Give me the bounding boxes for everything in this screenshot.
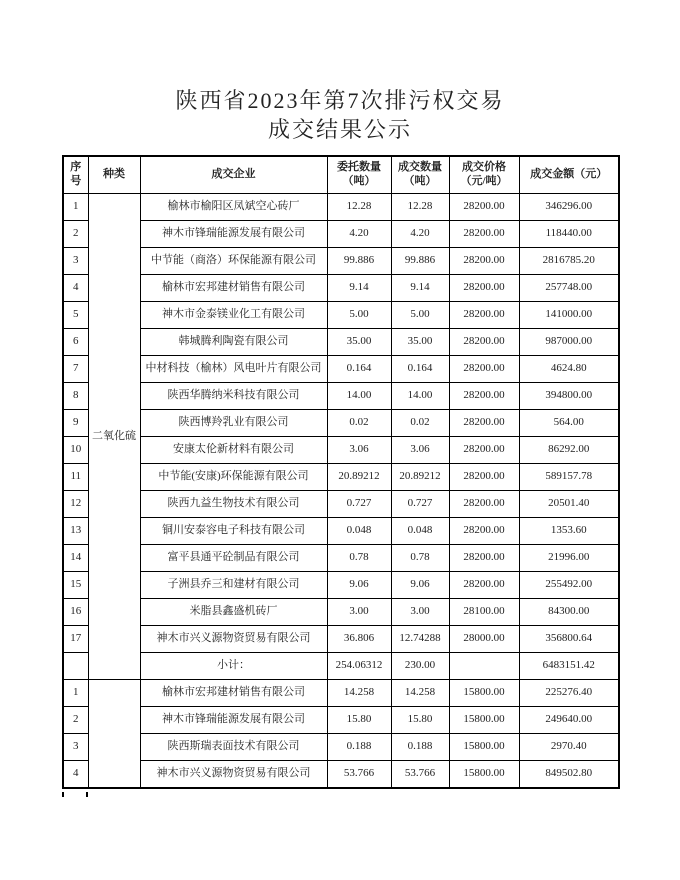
company-cell: 中节能(安康)环保能源有限公司: [140, 464, 327, 491]
row-number-cell: 8: [63, 383, 88, 410]
traded-qty-cell: 3.06: [391, 437, 449, 464]
company-cell: 榆林市宏邦建材销售有限公司: [140, 680, 327, 707]
entrusted-qty-cell: 0.78: [327, 545, 391, 572]
type-cell: [88, 680, 140, 788]
subtotal-amount-cell: 6483151.42: [519, 653, 619, 680]
table-row: [63, 734, 619, 761]
table-row: [63, 761, 619, 788]
company-cell: 榆林市榆阳区凤斌空心砖厂: [140, 194, 327, 221]
traded-qty-cell: 9.14: [391, 275, 449, 302]
price-cell: 28000.00: [449, 626, 519, 653]
row-number-cell: 1: [63, 680, 88, 707]
amount-cell: 141000.00: [519, 302, 619, 329]
amount-cell: 564.00: [519, 410, 619, 437]
traded-qty-cell: 20.89212: [391, 464, 449, 491]
table-row: [63, 464, 619, 491]
entrusted-qty-cell: 9.14: [327, 275, 391, 302]
table-row: [63, 545, 619, 572]
entrusted-qty-cell: 14.00: [327, 383, 391, 410]
amount-cell: 987000.00: [519, 329, 619, 356]
traded-qty-cell: 15.80: [391, 707, 449, 734]
row-number-cell: 16: [63, 599, 88, 626]
traded-qty-cell: 4.20: [391, 221, 449, 248]
header-price: 成交价格（元/吨）: [449, 156, 519, 194]
price-cell: 28200.00: [449, 491, 519, 518]
table-row: [63, 302, 619, 329]
header-type: 种类: [88, 156, 140, 194]
table-row: [63, 437, 619, 464]
traded-qty-cell: 14.00: [391, 383, 449, 410]
entrusted-qty-cell: 3.06: [327, 437, 391, 464]
price-cell: 28200.00: [449, 518, 519, 545]
header-row: [63, 156, 619, 194]
row-number-cell: 9: [63, 410, 88, 437]
subtotal-row: [63, 653, 619, 680]
amount-cell: 346296.00: [519, 194, 619, 221]
entrusted-qty-cell: 3.00: [327, 599, 391, 626]
table-row: [63, 275, 619, 302]
amount-cell: 356800.64: [519, 626, 619, 653]
row-number-cell: 3: [63, 248, 88, 275]
company-cell: 陕西九益生物技术有限公司: [140, 491, 327, 518]
company-cell: 陕西华腾纳米科技有限公司: [140, 383, 327, 410]
amount-cell: 21996.00: [519, 545, 619, 572]
row-number-cell: 2: [63, 221, 88, 248]
row-number-cell: 12: [63, 491, 88, 518]
row-number-cell: 15: [63, 572, 88, 599]
price-cell: 28200.00: [449, 356, 519, 383]
amount-cell: 589157.78: [519, 464, 619, 491]
header-traded: 成交数量（吨）: [391, 156, 449, 194]
entrusted-qty-cell: 4.20: [327, 221, 391, 248]
amount-cell: 257748.00: [519, 275, 619, 302]
traded-qty-cell: 14.258: [391, 680, 449, 707]
header-amount: 成交金额（元）: [519, 156, 619, 194]
entrusted-qty-cell: 53.766: [327, 761, 391, 788]
row-number-cell: 1: [63, 194, 88, 221]
row-number-cell: 11: [63, 464, 88, 491]
company-cell: 安康太伦新材料有限公司: [140, 437, 327, 464]
entrusted-qty-cell: 0.188: [327, 734, 391, 761]
price-cell: 28200.00: [449, 545, 519, 572]
price-cell: 15800.00: [449, 761, 519, 788]
company-cell: 神木市金泰镁业化工有限公司: [140, 302, 327, 329]
company-cell: 神木市锋瑞能源发展有限公司: [140, 707, 327, 734]
company-cell: 神木市兴义源物资贸易有限公司: [140, 761, 327, 788]
traded-qty-cell: 0.164: [391, 356, 449, 383]
entrusted-qty-cell: 99.886: [327, 248, 391, 275]
price-cell: 28200.00: [449, 464, 519, 491]
price-cell: 28200.00: [449, 410, 519, 437]
company-cell: 富平县通平砼制品有限公司: [140, 545, 327, 572]
amount-cell: 249640.00: [519, 707, 619, 734]
company-cell: 陕西博羚乳业有限公司: [140, 410, 327, 437]
amount-cell: 225276.40: [519, 680, 619, 707]
price-cell: 28200.00: [449, 329, 519, 356]
entrusted-qty-cell: 0.048: [327, 518, 391, 545]
price-cell: 15800.00: [449, 680, 519, 707]
subtotal-traded-cell: 230.00: [391, 653, 449, 680]
company-cell: 神木市锋瑞能源发展有限公司: [140, 221, 327, 248]
row-number-cell: 3: [63, 734, 88, 761]
traded-qty-cell: 12.28: [391, 194, 449, 221]
entrusted-qty-cell: 0.727: [327, 491, 391, 518]
table-row: [63, 599, 619, 626]
company-cell: 铜川安泰容电子科技有限公司: [140, 518, 327, 545]
traded-qty-cell: 35.00: [391, 329, 449, 356]
table-row: [63, 356, 619, 383]
entrusted-qty-cell: 35.00: [327, 329, 391, 356]
traded-qty-cell: 0.78: [391, 545, 449, 572]
row-number-cell: 7: [63, 356, 88, 383]
amount-cell: 118440.00: [519, 221, 619, 248]
amount-cell: 849502.80: [519, 761, 619, 788]
row-number-cell: 14: [63, 545, 88, 572]
traded-qty-cell: 5.00: [391, 302, 449, 329]
table-row: [63, 248, 619, 275]
price-cell: 28200.00: [449, 572, 519, 599]
amount-cell: 2816785.20: [519, 248, 619, 275]
row-number-cell: 4: [63, 275, 88, 302]
amount-cell: 86292.00: [519, 437, 619, 464]
traded-qty-cell: 99.886: [391, 248, 449, 275]
traded-qty-cell: 3.00: [391, 599, 449, 626]
header-entrusted: 委托数量（吨）: [327, 156, 391, 194]
entrusted-qty-cell: 20.89212: [327, 464, 391, 491]
entrusted-qty-cell: 15.80: [327, 707, 391, 734]
amount-cell: 1353.60: [519, 518, 619, 545]
row-number-cell: 17: [63, 626, 88, 653]
price-cell: 28200.00: [449, 302, 519, 329]
entrusted-qty-cell: 9.06: [327, 572, 391, 599]
table-row: [63, 518, 619, 545]
row-number-cell: 5: [63, 302, 88, 329]
header-company: 成交企业: [140, 156, 327, 194]
results-table: [62, 155, 620, 789]
amount-cell: 84300.00: [519, 599, 619, 626]
amount-cell: 394800.00: [519, 383, 619, 410]
amount-cell: 255492.00: [519, 572, 619, 599]
amount-cell: 20501.40: [519, 491, 619, 518]
traded-qty-cell: 0.048: [391, 518, 449, 545]
entrusted-qty-cell: 0.02: [327, 410, 391, 437]
document-title: [0, 86, 680, 144]
table-row: [63, 221, 619, 248]
traded-qty-cell: 0.188: [391, 734, 449, 761]
company-cell: 子洲县乔三和建材有限公司: [140, 572, 327, 599]
row-number-cell: [63, 653, 88, 680]
price-cell: 28200.00: [449, 275, 519, 302]
price-cell: 28200.00: [449, 383, 519, 410]
company-cell: 神木市兴义源物资贸易有限公司: [140, 626, 327, 653]
entrusted-qty-cell: 0.164: [327, 356, 391, 383]
row-number-cell: 2: [63, 707, 88, 734]
table-row: [63, 626, 619, 653]
subtotal-label-cell: 小计：: [140, 653, 327, 680]
traded-qty-cell: 0.727: [391, 491, 449, 518]
table-row: [63, 329, 619, 356]
price-cell: 28200.00: [449, 221, 519, 248]
company-cell: 中材科技（榆林）风电叶片有限公司: [140, 356, 327, 383]
price-cell: 28200.00: [449, 194, 519, 221]
price-cell: 28100.00: [449, 599, 519, 626]
table-row: [63, 707, 619, 734]
entrusted-qty-cell: 5.00: [327, 302, 391, 329]
table-cutoff-stub: [62, 792, 64, 797]
row-number-cell: 13: [63, 518, 88, 545]
table-row: [63, 491, 619, 518]
traded-qty-cell: 0.02: [391, 410, 449, 437]
company-cell: 米脂县鑫盛机砖厂: [140, 599, 327, 626]
price-cell: 15800.00: [449, 707, 519, 734]
traded-qty-cell: 53.766: [391, 761, 449, 788]
title-line-1: 陕西省2023年第7次排污权交易: [175, 88, 505, 113]
subtotal-entrusted-cell: 254.06312: [327, 653, 391, 680]
table-row: [63, 383, 619, 410]
entrusted-qty-cell: 14.258: [327, 680, 391, 707]
traded-qty-cell: 9.06: [391, 572, 449, 599]
traded-qty-cell: 12.74288: [391, 626, 449, 653]
price-cell: 15800.00: [449, 734, 519, 761]
table-row: [63, 194, 619, 221]
row-number-cell: 6: [63, 329, 88, 356]
entrusted-qty-cell: 36.806: [327, 626, 391, 653]
amount-cell: 2970.40: [519, 734, 619, 761]
row-number-cell: 10: [63, 437, 88, 464]
header-no: 序号: [63, 156, 88, 194]
entrusted-qty-cell: 12.28: [327, 194, 391, 221]
table-row: [63, 410, 619, 437]
company-cell: 韩城腾利陶瓷有限公司: [140, 329, 327, 356]
price-cell: 28200.00: [449, 248, 519, 275]
company-cell: 陕西斯瑞表面技术有限公司: [140, 734, 327, 761]
table-row: [63, 572, 619, 599]
table-row: [63, 680, 619, 707]
type-cell: 二氧化硫: [88, 194, 140, 680]
subtotal-price-cell: [449, 653, 519, 680]
amount-cell: 4624.80: [519, 356, 619, 383]
company-cell: 中节能（商洛）环保能源有限公司: [140, 248, 327, 275]
company-cell: 榆林市宏邦建材销售有限公司: [140, 275, 327, 302]
title-line-2: 成交结果公示: [267, 117, 412, 142]
table-cutoff-stub: [86, 792, 88, 797]
row-number-cell: 4: [63, 761, 88, 788]
price-cell: 28200.00: [449, 437, 519, 464]
